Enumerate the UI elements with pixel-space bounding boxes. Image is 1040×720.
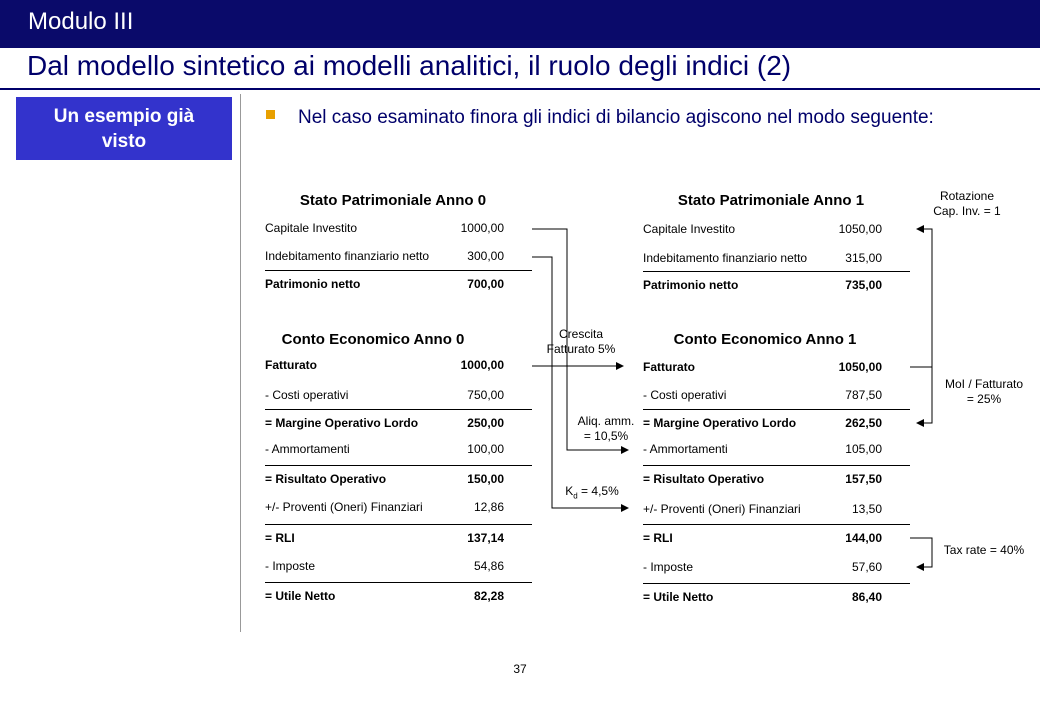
row-label: = Risultato Operativo: [265, 472, 387, 486]
row-label: = Risultato Operativo: [643, 472, 765, 486]
row-value: 144,00: [845, 531, 882, 545]
note-line: Crescita: [558, 327, 603, 341]
row-value: 700,00: [467, 277, 504, 291]
sp1-title: Stato Patrimoniale Anno 1: [677, 192, 865, 209]
row-value: 735,00: [845, 278, 882, 292]
note-line: Fatturato 5%: [546, 342, 616, 356]
row-label: = RLI: [643, 531, 673, 545]
sidebar-label: Un esempio già visto: [53, 105, 195, 152]
page-title: Dal modello sintetico ai modelli analitici, il ruolo degli indici (2): [27, 50, 792, 81]
row-label: = Utile Netto: [643, 590, 714, 604]
ce0-title: Conto Economico Anno 0: [281, 331, 465, 348]
page-number: 37: [513, 662, 527, 676]
row-label: +/- Proventi (Oneri) Finanziari: [643, 502, 801, 516]
note-line: Cap. Inv. = 1: [933, 204, 1001, 218]
note-line: Rotazione: [939, 189, 995, 203]
row-value: 300,00: [467, 249, 504, 263]
row-value: 1000,00: [460, 221, 504, 235]
row-label: = RLI: [265, 531, 295, 545]
note-kd-symbol: K: [565, 484, 574, 498]
arrow-debt-to-oneri: [532, 257, 628, 508]
row-label: = Margine Operativo Lordo: [643, 416, 797, 430]
row-value: 262,50: [845, 416, 882, 430]
row-label: Patrimonio netto: [643, 278, 739, 292]
module-label: Modulo III: [28, 8, 134, 35]
row-value: 1000,00: [460, 358, 504, 372]
row-label: Capitale Investito: [265, 221, 358, 235]
arrow-tax: [910, 538, 932, 567]
note-line: Aliq. amm.: [577, 414, 635, 428]
row-value: 86,40: [851, 590, 882, 604]
note-kd-rest: = 4,5%: [577, 484, 619, 498]
row-value: 57,60: [851, 560, 882, 574]
row-value: 54,86: [473, 559, 504, 573]
row-label: - Ammortamenti: [643, 442, 728, 456]
row-value: 250,00: [467, 416, 504, 430]
row-label: Capitale Investito: [643, 222, 736, 236]
row-label: Fatturato: [643, 360, 695, 374]
intro-paragraph: Nel caso esaminato finora gli indici di bilancio agiscono nel modo seguente:: [298, 107, 934, 128]
row-value: 13,50: [851, 502, 882, 516]
sp0-title: Stato Patrimoniale Anno 0: [299, 192, 487, 209]
row-value: 100,00: [467, 442, 504, 456]
row-label: - Costi operativi: [265, 388, 349, 402]
row-value: 750,00: [467, 388, 504, 402]
row-label: - Costi operativi: [643, 388, 727, 402]
note-kd-subscript: d: [573, 491, 578, 501]
row-label: +/- Proventi (Oneri) Finanziari: [265, 500, 423, 514]
row-value: 787,50: [845, 388, 882, 402]
note-line: = 25%: [966, 392, 1002, 406]
row-value: 315,00: [845, 251, 882, 265]
row-value: 12,86: [473, 500, 504, 514]
row-label: = Margine Operativo Lordo: [265, 416, 419, 430]
row-label: Fatturato: [265, 358, 317, 372]
note-line: MoI / Fatturato: [944, 377, 1024, 391]
row-value: 1050,00: [838, 360, 882, 374]
ce1-title: Conto Economico Anno 1: [673, 331, 857, 348]
note-line: = 10,5%: [583, 429, 629, 443]
row-label: = Utile Netto: [265, 589, 336, 603]
row-value: 157,50: [845, 472, 882, 486]
row-value: 1050,00: [838, 222, 882, 236]
row-label: - Imposte: [643, 560, 694, 574]
row-label: Patrimonio netto: [265, 277, 361, 291]
row-label: Indebitamento finanziario netto: [265, 249, 430, 263]
arrow-capital-to-ammortamenti: [532, 229, 628, 450]
row-value: 150,00: [467, 472, 504, 486]
row-label: - Ammortamenti: [265, 442, 350, 456]
row-label: Indebitamento finanziario netto: [643, 251, 808, 265]
note-line: Tax rate = 40%: [943, 543, 1025, 557]
arrow-rotazione: [910, 229, 932, 367]
row-value: 82,28: [473, 589, 504, 603]
row-value: 105,00: [845, 442, 882, 456]
arrow-mol: [910, 367, 932, 423]
row-value: 137,14: [467, 531, 504, 545]
row-label: - Imposte: [265, 559, 316, 573]
